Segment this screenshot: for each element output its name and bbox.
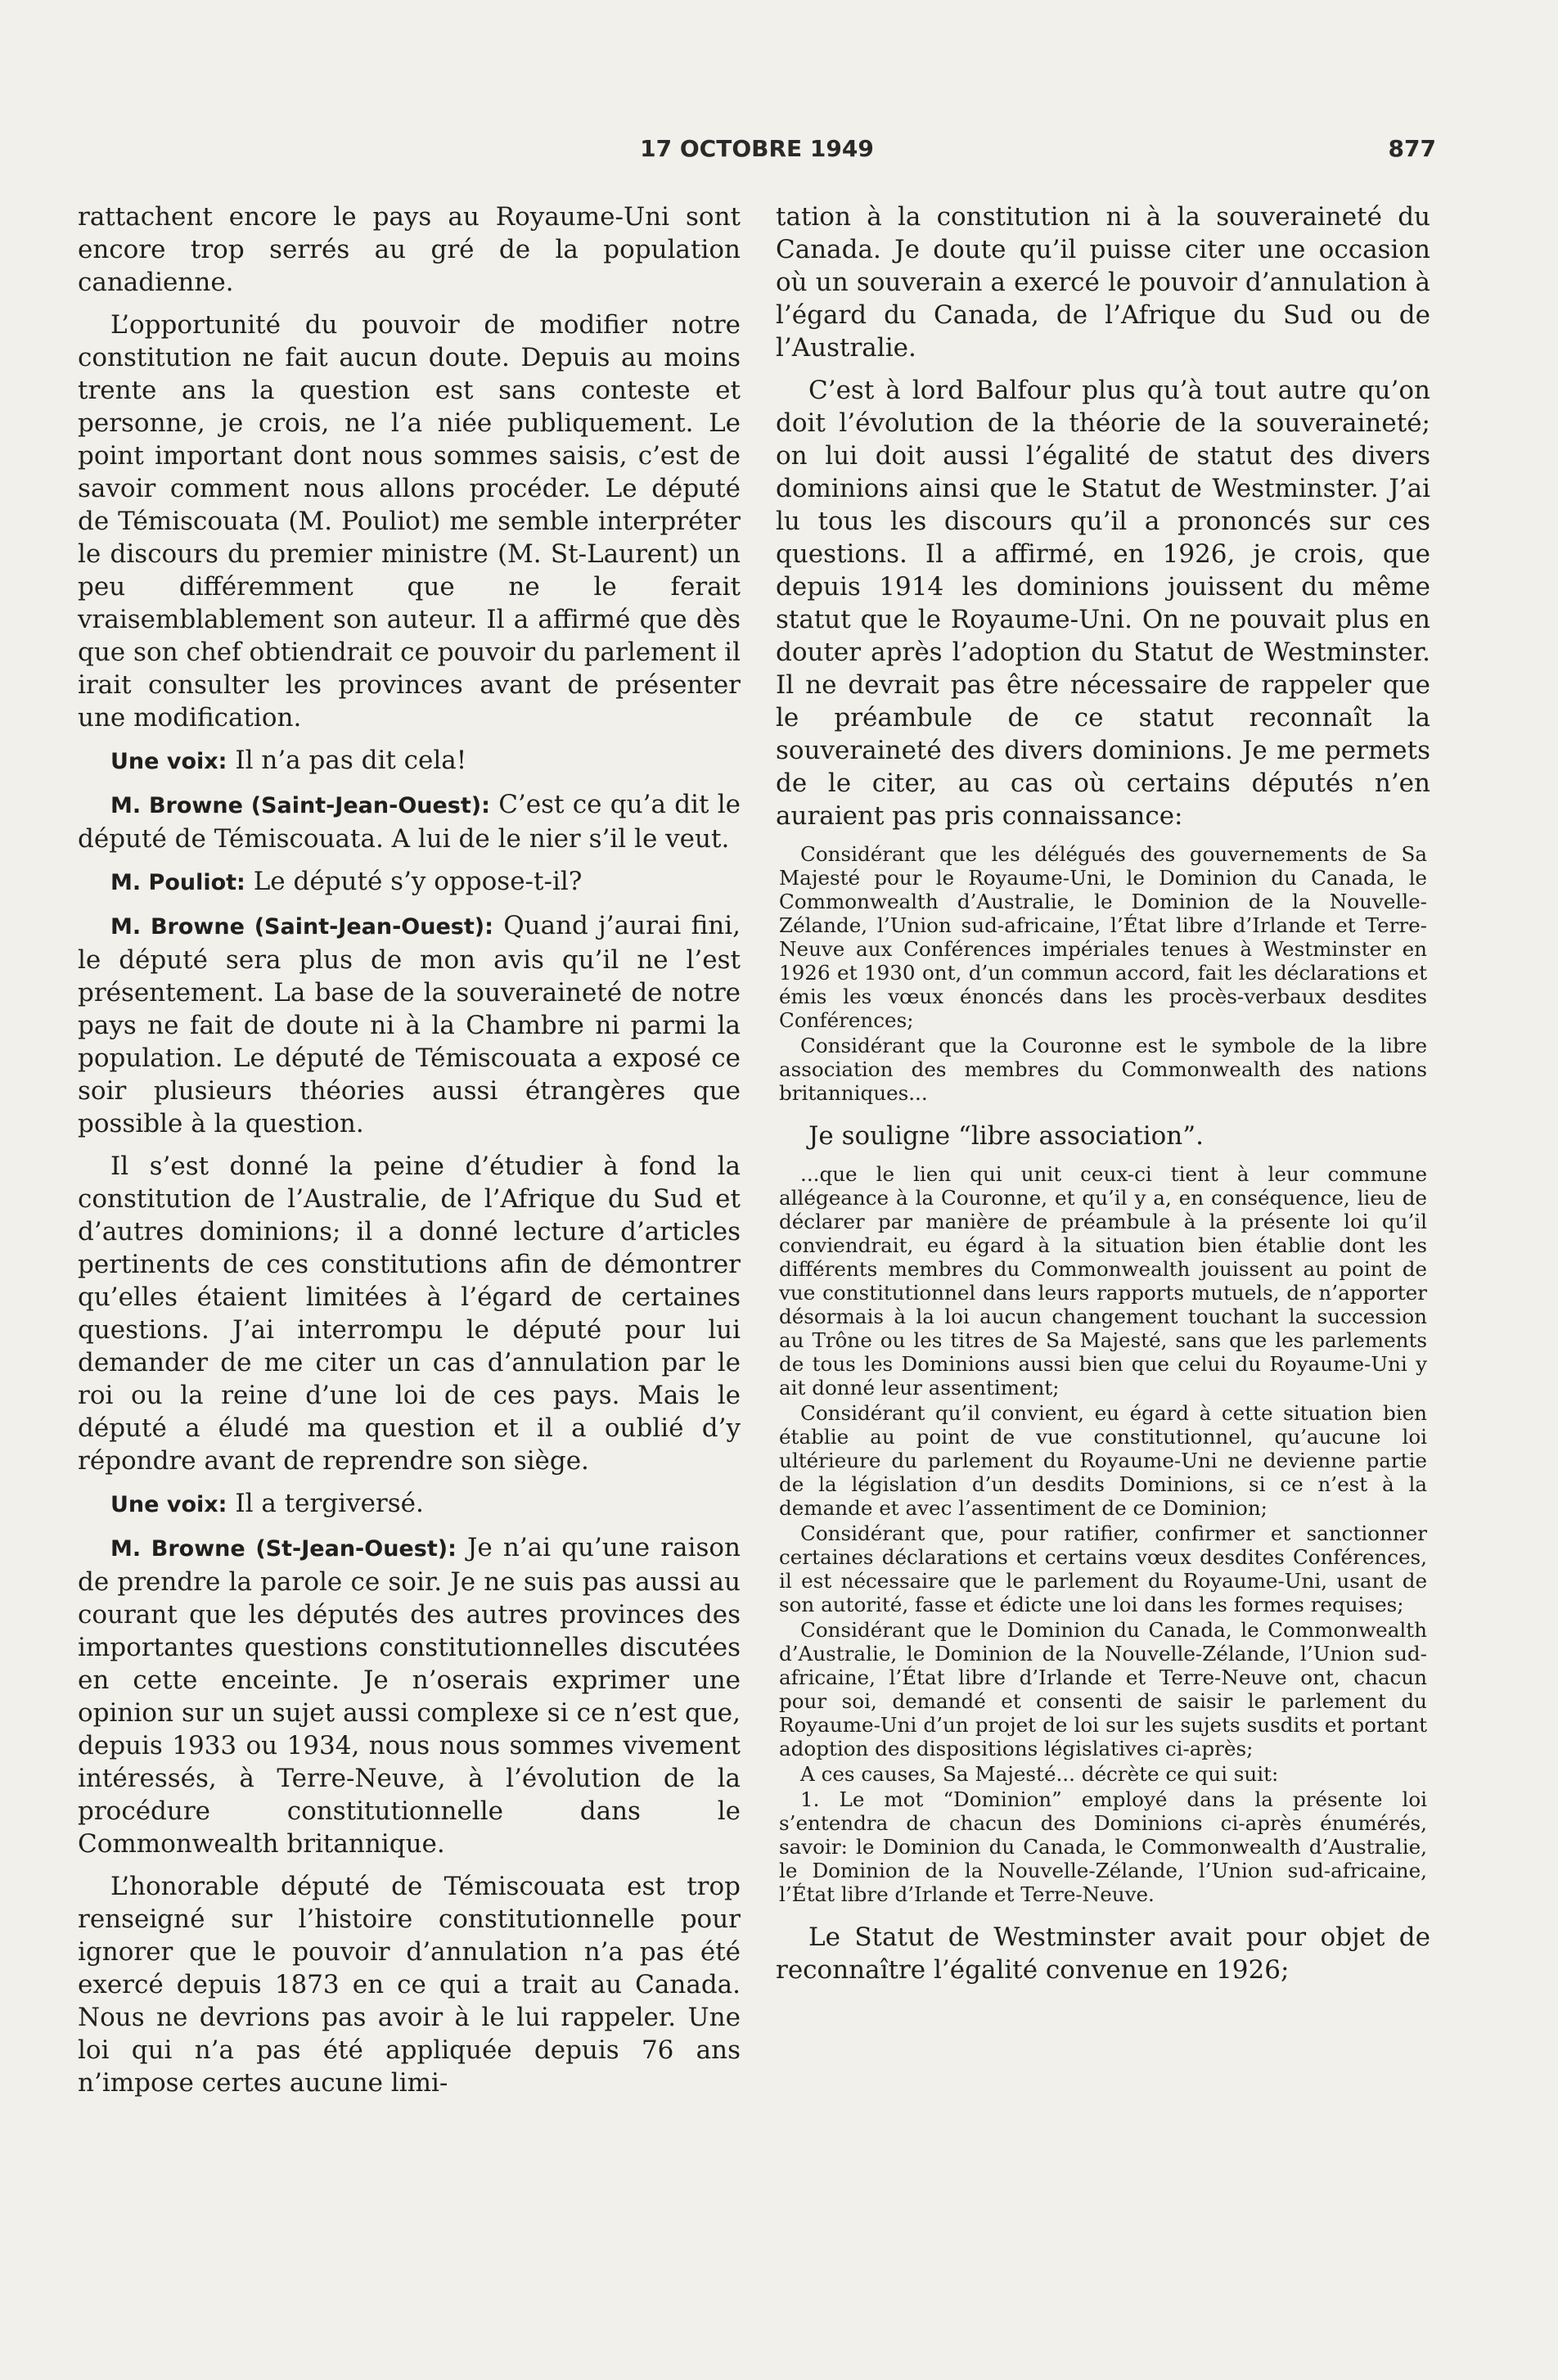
paragraph: Le Statut de Westminster avait pour objet de reconnaître l’égalité convenue en 1926; (776, 1922, 1430, 1985)
paragraph: Il s’est donné la peine d’étudier à fond la constitution de l’Australie, de l’Afrique du Sud et d’autres dominions; il a donné lecture d’articles pertinents de ces constitutions afin de démontrer qu’elles étaient limitées à l’égard de certaines questions. J’ai interrompu le député pour lui demander de me citer un cas d’annulation par le roi ou la reine d’une loi de ces pays. Mais le député a éludé ma question et il a oublié d’y répondre avant de reprendre son siège. (78, 1152, 741, 1476)
speaker-name: M. Pouliot: (110, 870, 245, 895)
speaker-name: Une voix: (110, 1492, 227, 1517)
statute-quotation (779, 1162, 1427, 1906)
right-column (776, 201, 1430, 1996)
speaker-name: Une voix: (110, 749, 227, 774)
paragraph: tation à la constitution ni à la souveraineté du Canada. Je doute qu’il puisse citer une occasion où un souverain a exercé le pouvoir d’annulation à l’égard du Canada, de l’Afrique du Sud ou de l’Australie. (776, 202, 1430, 363)
speech-paragraph (78, 788, 741, 855)
quoted-clause: Considérant que la Couronne est le symbole de la libre association des membres du Commonwealth des nations britanniques... (779, 1034, 1427, 1105)
speech-paragraph (78, 1487, 741, 1521)
speech-text: Il n’a pas dit cela! (227, 746, 467, 775)
paragraph: C’est à lord Balfour plus qu’à tout autre qu’on doit l’évolution de la théorie de la souveraineté; on lui doit aussi l’égalité de statut des divers dominions ainsi que le Statut de Westminster. J’ai lu tous les discours qu’il a prononcés sur ces questions. Il a affirmé, en 1926, je crois, que depuis 1914 les dominions jouissent du même statut que le Royaume-Uni. On ne pouvait plus en douter après l’adoption du Statut de Westminster. Il ne devrait pas être nécessaire de rappeler que le préambule de ce statut reconnaît la souveraineté des divers dominions. Je me permets de le citer, au cas où certains députés n’en auraient pas pris connaissance: (776, 376, 1430, 831)
speech-paragraph (78, 744, 741, 778)
left-column (78, 201, 741, 2109)
paragraph: L’honorable député de Témiscouata est trop renseigné sur l’histoire constitutionnelle pour ignorer que le pouvoir d’annulation n’a pas été exercé depuis 1873 en ce qui a trait au Canada. Nous ne devrions pas avoir à le lui rappeler. Une loi qui n’a pas été appliquée depuis 76 ans n’impose certes aucune limi- (78, 1872, 741, 2098)
quoted-clause: Considérant que les délégués des gouvernements de Sa Majesté pour le Royaume-Uni, le Dominion du Canada, le Commonwealth d’Australie, le Dominion de la Nouvelle-Zélande, l’Union sud-africaine, l’État libre d’Irlande et Terre-Neuve aux Conférences impériales tenues à Westminster en 1926 et 1930 ont, d’un commun accord, fait les déclarations et émis les vœux énoncés dans les procès-verbaux desdites Conférences; (779, 842, 1427, 1032)
paragraph: L’opportunité du pouvoir de modifier notre constitution ne fait aucun doute. Depuis au moins trente ans la question est sans conteste et personne, je crois, ne l’a niée publiquement. Le point important dont nous sommes saisis, c’est de savoir comment nous allons procéder. Le député de Témiscouata (M. Pouliot) me semble interpréter le discours du premier ministre (M. St-Laurent) un peu différemment que ne le ferait vraisemblablement son auteur. Il a affirmé que dès que son chef obtiendrait ce pouvoir du parlement il irait consulter les provinces avant de présenter une modification. (78, 310, 741, 732)
quoted-clause: Considérant que, pour ratifier, confirmer et sanctionner certaines déclarations et certains vœux desdites Conférences, il est nécessaire que le parlement du Royaume-Uni, usant de son autorité, fasse et édicte une loi dans les formes requises; (779, 1521, 1427, 1616)
paragraph: rattachent encore le pays au Royaume-Uni sont encore trop serrés au gré de la population canadienne. (78, 202, 741, 297)
page-number: 877 (1388, 135, 1436, 162)
speech-paragraph (78, 1531, 741, 1860)
speech-text: C’est ce qu’a dit le député de Témiscouata. A lui de le nier s’il le veut. (78, 790, 741, 854)
speech-text: Je n’ai qu’une raison de prendre la parole ce soir. Je ne suis pas aussi au courant que les députés des autres provinces des importantes questions constitutionnelles discutées en cette enceinte. Je n’oserais exprimer une opinion sur un sujet aussi complexe si ce n’est que, depuis 1933 ou 1934, nous nous sommes vivement intéressés, à Terre-Neuve, à l’évolution de la procédure constitutionnelle dans le Commonwealth britannique. (78, 1533, 741, 1859)
quoted-clause: A ces causes, Sa Majesté... décrète ce qui suit: (800, 1762, 1279, 1786)
speech-text: Le député s’y oppose-t-il? (245, 867, 583, 896)
header-date: 17 OCTOBRE 1949 (640, 135, 874, 162)
paragraph: Je souligne “libre association”. (808, 1121, 1204, 1151)
quoted-clause: Considérant qu’il convient, eu égard à cette situation bien établie au point de vue constitutionnel, qu’aucune loi ultérieure du parlement du Royaume-Uni ne devienne partie de la législation d’un desdits Dominions, si ce n’est à la demande et avec l’assentiment de ce Dominion; (779, 1401, 1427, 1520)
quoted-clause: 1. Le mot “Dominion” employé dans la présente loi s’entendra de chacun des Dominions ci-après énumérés, savoir: le Dominion du Canada, le Commonwealth d’Australie, le Dominion de la Nouvelle-Zélande, l’Union sud-africaine, l’État libre d’Irlande et Terre-Neuve. (779, 1787, 1427, 1906)
speaker-name: M. Browne (St-Jean-Ouest): (110, 1536, 457, 1562)
statute-quotation (779, 842, 1427, 1105)
speech-text: Quand j’aurai fini, le député sera plus de mon avis qu’il ne l’est présentement. La base de la souveraineté de notre pays ne fait de doute ni à la Chambre ni parmi la population. Le député de Témiscouata a exposé ce soir plusieurs théories aussi étrangères que possible à la question. (78, 911, 741, 1138)
speaker-name: M. Browne (Saint-Jean-Ouest): (110, 914, 493, 940)
speaker-name: M. Browne (Saint-Jean-Ouest): (110, 793, 490, 818)
speech-paragraph (78, 909, 741, 1140)
quoted-clause: Considérant que le Dominion du Canada, le Commonwealth d’Australie, le Dominion de la Nouvelle-Zélande, l’Union sud-africaine, l’État libre d’Irlande et Terre-Neuve ont, chacun pour soi, demandé et consenti de saisir le parlement du Royaume-Uni d’un projet de loi sur les sujets susdits et portant adoption des dispositions législatives ci-après; (779, 1618, 1427, 1760)
quoted-clause: ...que le lien qui unit ceux-ci tient à leur commune allégeance à la Couronne, et qu’il y a, en conséquence, lieu de déclarer par manière de préambule à la présente loi qu’il conviendrait, eu égard à la situation bien établie dont les différents membres du Commonwealth jouissent au point de vue constitutionnel dans leurs rapports mutuels, de n’apporter désormais à la loi aucun changement touchant la succession au Trône ou les titres de Sa Majesté, sans que les parlements de tous les Dominions aussi bien que celui du Royaume-Uni y ait donné leur assentiment; (779, 1162, 1427, 1400)
speech-paragraph (78, 865, 741, 899)
speech-text: Il a tergiversé. (227, 1489, 424, 1518)
running-header (78, 135, 1436, 176)
